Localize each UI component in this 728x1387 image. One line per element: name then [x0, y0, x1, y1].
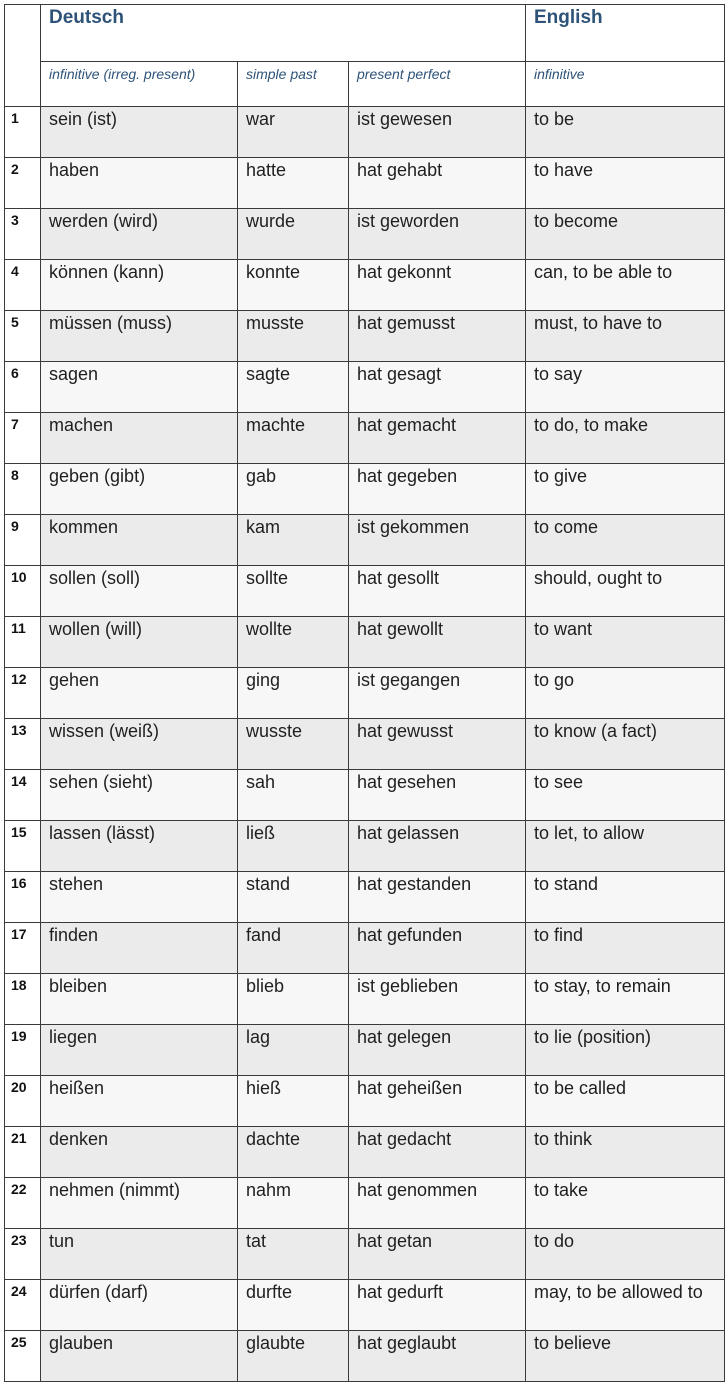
table-row	[5, 974, 725, 1025]
verb-infinitive: wollen (will)	[41, 617, 238, 668]
verb-present-perfect: ist gekommen	[349, 515, 526, 566]
verb-simple-past: glaubte	[238, 1331, 349, 1382]
verb-simple-past: dachte	[238, 1127, 349, 1178]
table-row	[5, 1127, 725, 1178]
verb-english: to do, to make	[526, 413, 725, 464]
verb-present-perfect: hat gesagt	[349, 362, 526, 413]
verb-infinitive: wissen (weiß)	[41, 719, 238, 770]
verb-infinitive: sein (ist)	[41, 107, 238, 158]
verb-present-perfect: hat gehabt	[349, 158, 526, 209]
verb-english: to be	[526, 107, 725, 158]
verb-english: to come	[526, 515, 725, 566]
table-row	[5, 515, 725, 566]
header-row	[5, 5, 725, 62]
verb-number: 19	[5, 1025, 41, 1076]
verb-number: 8	[5, 464, 41, 515]
verb-number: 1	[5, 107, 41, 158]
verb-number: 5	[5, 311, 41, 362]
verb-number: 14	[5, 770, 41, 821]
table-row	[5, 566, 725, 617]
verb-simple-past: wusste	[238, 719, 349, 770]
verb-present-perfect: hat gedacht	[349, 1127, 526, 1178]
verb-english: to see	[526, 770, 725, 821]
verb-infinitive: nehmen (nimmt)	[41, 1178, 238, 1229]
verb-infinitive: müssen (muss)	[41, 311, 238, 362]
verb-simple-past: tat	[238, 1229, 349, 1280]
verb-present-perfect: hat gemacht	[349, 413, 526, 464]
table-row	[5, 923, 725, 974]
verb-infinitive: bleiben	[41, 974, 238, 1025]
table-row	[5, 770, 725, 821]
verb-simple-past: durfte	[238, 1280, 349, 1331]
verb-simple-past: musste	[238, 311, 349, 362]
verb-present-perfect: ist geworden	[349, 209, 526, 260]
table-row	[5, 719, 725, 770]
infinitive-subheader: infinitive (irreg. present)	[41, 62, 238, 107]
verb-infinitive: können (kann)	[41, 260, 238, 311]
verb-english: to let, to allow	[526, 821, 725, 872]
verb-present-perfect: ist gewesen	[349, 107, 526, 158]
verb-present-perfect: hat gefunden	[349, 923, 526, 974]
table-row	[5, 821, 725, 872]
verb-present-perfect: hat gekonnt	[349, 260, 526, 311]
verb-english: to think	[526, 1127, 725, 1178]
verb-present-perfect: hat gesehen	[349, 770, 526, 821]
verb-present-perfect: ist geblieben	[349, 974, 526, 1025]
verb-present-perfect: hat gesollt	[349, 566, 526, 617]
verb-number: 13	[5, 719, 41, 770]
verb-present-perfect: hat gemusst	[349, 311, 526, 362]
verb-infinitive: tun	[41, 1229, 238, 1280]
verb-present-perfect: hat geheißen	[349, 1076, 526, 1127]
verb-number: 23	[5, 1229, 41, 1280]
verb-infinitive: gehen	[41, 668, 238, 719]
deutsch-header: Deutsch	[41, 5, 526, 62]
verb-simple-past: stand	[238, 872, 349, 923]
table-row	[5, 107, 725, 158]
verb-english: to say	[526, 362, 725, 413]
verb-number: 24	[5, 1280, 41, 1331]
number-column-header	[5, 5, 41, 107]
verb-infinitive: dürfen (darf)	[41, 1280, 238, 1331]
simple-past-subheader: simple past	[238, 62, 349, 107]
verb-english: to have	[526, 158, 725, 209]
verb-simple-past: kam	[238, 515, 349, 566]
verb-english: to believe	[526, 1331, 725, 1382]
verb-present-perfect: hat gewusst	[349, 719, 526, 770]
verb-simple-past: sagte	[238, 362, 349, 413]
verb-english: may, to be allowed to	[526, 1280, 725, 1331]
verb-number: 2	[5, 158, 41, 209]
verb-infinitive: sagen	[41, 362, 238, 413]
verb-number: 17	[5, 923, 41, 974]
verb-english: to give	[526, 464, 725, 515]
verb-infinitive: denken	[41, 1127, 238, 1178]
verb-english: to stay, to remain	[526, 974, 725, 1025]
verb-english: to find	[526, 923, 725, 974]
verb-english: to want	[526, 617, 725, 668]
verb-simple-past: wurde	[238, 209, 349, 260]
verb-present-perfect: hat gelassen	[349, 821, 526, 872]
verb-simple-past: nahm	[238, 1178, 349, 1229]
verb-simple-past: wollte	[238, 617, 349, 668]
verb-number: 6	[5, 362, 41, 413]
verb-simple-past: fand	[238, 923, 349, 974]
verb-english: to go	[526, 668, 725, 719]
verb-present-perfect: hat gewollt	[349, 617, 526, 668]
verb-number: 4	[5, 260, 41, 311]
table-row	[5, 872, 725, 923]
verb-simple-past: ging	[238, 668, 349, 719]
table-row	[5, 413, 725, 464]
verb-english: can, to be able to	[526, 260, 725, 311]
verb-infinitive: heißen	[41, 1076, 238, 1127]
table-row	[5, 1178, 725, 1229]
english-header: English	[526, 5, 725, 62]
table-row	[5, 260, 725, 311]
verb-table	[4, 4, 725, 1382]
table-row	[5, 668, 725, 719]
verb-simple-past: war	[238, 107, 349, 158]
table-row	[5, 1331, 725, 1382]
verb-simple-past: sollte	[238, 566, 349, 617]
verb-english: to become	[526, 209, 725, 260]
table-row	[5, 1229, 725, 1280]
verb-number: 21	[5, 1127, 41, 1178]
verb-number: 15	[5, 821, 41, 872]
table-row	[5, 1025, 725, 1076]
verb-english: to know (a fact)	[526, 719, 725, 770]
verb-english: should, ought to	[526, 566, 725, 617]
verb-number: 20	[5, 1076, 41, 1127]
verb-english: to stand	[526, 872, 725, 923]
table-row	[5, 1076, 725, 1127]
verb-simple-past: hieß	[238, 1076, 349, 1127]
table-row	[5, 617, 725, 668]
verb-infinitive: geben (gibt)	[41, 464, 238, 515]
verb-infinitive: sehen (sieht)	[41, 770, 238, 821]
verb-english: to do	[526, 1229, 725, 1280]
verb-infinitive: glauben	[41, 1331, 238, 1382]
english-infinitive-subheader: infinitive	[526, 62, 725, 107]
verb-simple-past: ließ	[238, 821, 349, 872]
table-row	[5, 1280, 725, 1331]
verb-infinitive: sollen (soll)	[41, 566, 238, 617]
verb-simple-past: hatte	[238, 158, 349, 209]
verb-present-perfect: hat gedurft	[349, 1280, 526, 1331]
verb-simple-past: blieb	[238, 974, 349, 1025]
verb-simple-past: machte	[238, 413, 349, 464]
verb-infinitive: kommen	[41, 515, 238, 566]
verb-number: 16	[5, 872, 41, 923]
verb-number: 12	[5, 668, 41, 719]
verb-number: 11	[5, 617, 41, 668]
verb-simple-past: sah	[238, 770, 349, 821]
table-row	[5, 209, 725, 260]
table-row	[5, 362, 725, 413]
verb-simple-past: lag	[238, 1025, 349, 1076]
verb-present-perfect: hat gestanden	[349, 872, 526, 923]
verb-present-perfect: ist gegangen	[349, 668, 526, 719]
verb-infinitive: werden (wird)	[41, 209, 238, 260]
verb-present-perfect: hat gegeben	[349, 464, 526, 515]
verb-present-perfect: hat getan	[349, 1229, 526, 1280]
table-row	[5, 464, 725, 515]
verb-number: 10	[5, 566, 41, 617]
verb-simple-past: gab	[238, 464, 349, 515]
verb-number: 18	[5, 974, 41, 1025]
verb-infinitive: liegen	[41, 1025, 238, 1076]
table-row	[5, 311, 725, 362]
verb-simple-past: konnte	[238, 260, 349, 311]
verb-number: 3	[5, 209, 41, 260]
verb-number: 9	[5, 515, 41, 566]
verb-english: to take	[526, 1178, 725, 1229]
table-row	[5, 158, 725, 209]
verb-infinitive: finden	[41, 923, 238, 974]
verb-infinitive: lassen (lässt)	[41, 821, 238, 872]
verb-infinitive: machen	[41, 413, 238, 464]
verb-number: 25	[5, 1331, 41, 1382]
subheader-row	[5, 62, 725, 107]
verb-present-perfect: hat gelegen	[349, 1025, 526, 1076]
verb-number: 22	[5, 1178, 41, 1229]
verb-present-perfect: hat geglaubt	[349, 1331, 526, 1382]
verb-english: must, to have to	[526, 311, 725, 362]
verb-present-perfect: hat genommen	[349, 1178, 526, 1229]
verb-infinitive: haben	[41, 158, 238, 209]
verb-english: to lie (position)	[526, 1025, 725, 1076]
verb-number: 7	[5, 413, 41, 464]
verb-english: to be called	[526, 1076, 725, 1127]
verb-infinitive: stehen	[41, 872, 238, 923]
present-perfect-subheader: present perfect	[349, 62, 526, 107]
